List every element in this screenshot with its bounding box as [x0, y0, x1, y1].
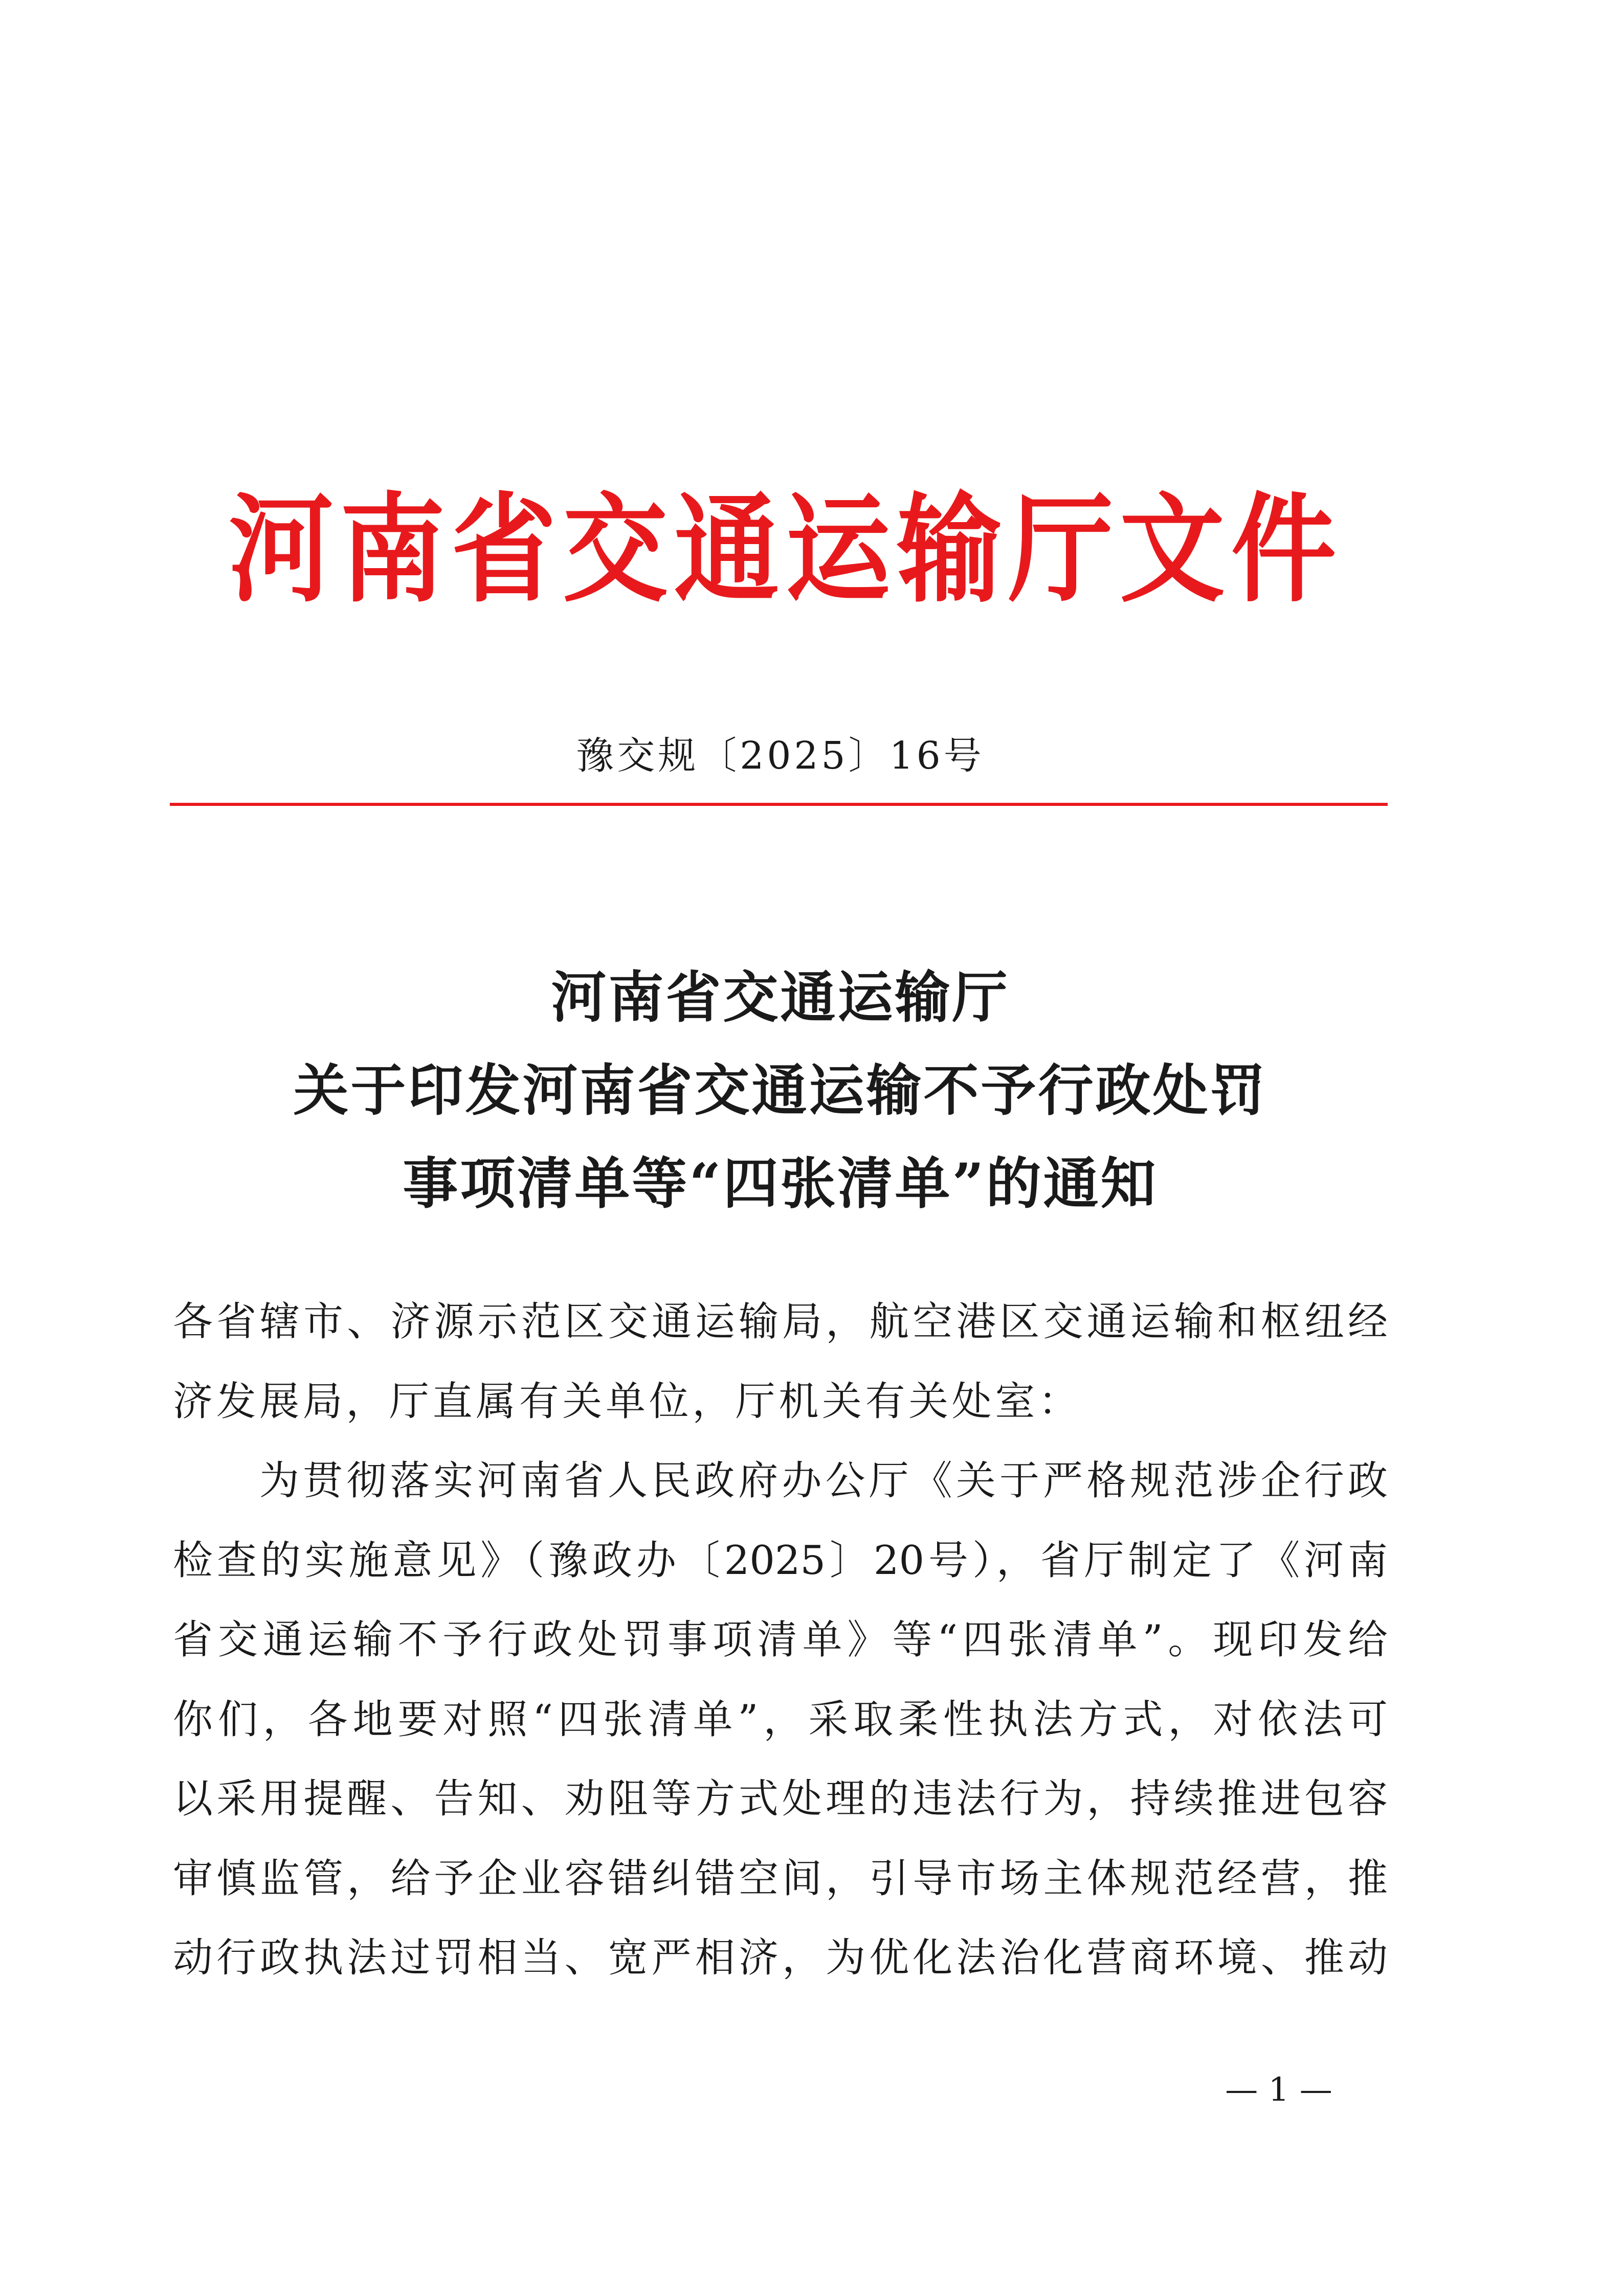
paragraph-line: 为贯彻落实河南省人民政府办公厅《关于严格规范涉企行政 [259, 1458, 1388, 1504]
document-body [173, 1282, 1388, 1998]
title-line: 河南省交通运输厅 [551, 965, 1010, 1030]
paragraph-line: 审慎监管，给予企业容错纠错空间，引导市场主体规范经营，推 [173, 1855, 1388, 1902]
document-title [173, 951, 1388, 1230]
document-number: 豫交规〔2025〕16号 [576, 734, 985, 778]
paragraph-line: 省交通运输不予行政处罚事项清单》等“四张清单”。现印发给 [173, 1617, 1388, 1663]
paragraph-line: 你们，各地要对照“四张清单”，采取柔性执法方式，对依法可 [173, 1696, 1388, 1743]
page-number: — 1 — [1225, 2071, 1332, 2109]
paragraph-line: 动行政执法过罚相当、宽严相济，为优化法治化营商环境、推动 [173, 1935, 1388, 1981]
red-separator-line [170, 803, 1388, 806]
salutation-line: 各省辖市、济源示范区交通运输局，航空港区交通运输和枢纽经 [173, 1299, 1388, 1345]
paragraph-line: 以采用提醒、告知、劝阻等方式处理的违法行为，持续推进包容 [173, 1776, 1388, 1822]
title-line: 事项清单等“四张清单”的通知 [403, 1152, 1158, 1216]
paragraph-line: 检查的实施意见》（豫政办〔2025〕20号），省厅制定了《河南 [173, 1537, 1388, 1584]
red-header-title: 河南省交通运输厅文件 [229, 481, 1336, 619]
title-line: 关于印发河南省交通运输不予行政处罚 [293, 1059, 1267, 1123]
salutation-line: 济发展局，厅直属有关单位，厅机关有关处室： [173, 1378, 1082, 1425]
